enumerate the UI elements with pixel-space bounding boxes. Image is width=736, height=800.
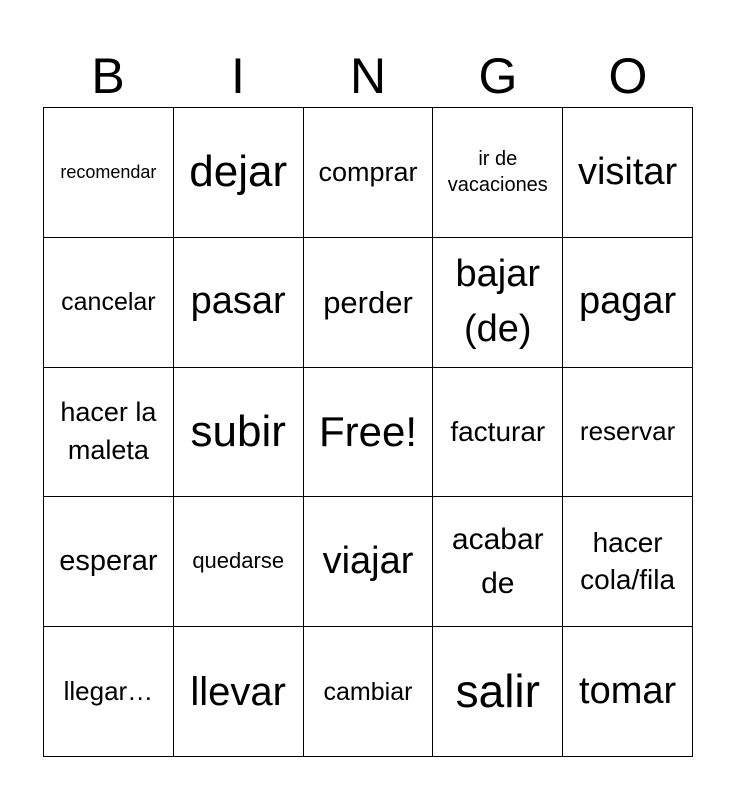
bingo-cell[interactable] (44, 108, 174, 238)
cell-text: pagar (578, 280, 677, 323)
header-letter-o: O (608, 48, 648, 104)
bingo-cell[interactable] (44, 368, 174, 498)
cell-text: hacer la maleta (60, 397, 157, 465)
cell-text: facturar (450, 416, 546, 448)
bingo-cell[interactable] (174, 108, 304, 238)
bingo-cell[interactable] (44, 497, 174, 627)
cell-text: esperar (59, 545, 158, 578)
header-letter-b: B (91, 48, 125, 104)
bingo-cell[interactable] (174, 497, 304, 627)
bingo-cell[interactable] (304, 497, 434, 627)
bingo-card-grid (43, 107, 693, 757)
cell-text: perder (323, 284, 413, 320)
bingo-cell[interactable] (563, 627, 693, 757)
cell-text: bajar (de) (455, 253, 541, 351)
header-letter-g: G (478, 48, 518, 104)
cell-text: salir (455, 665, 540, 718)
bingo-cell[interactable] (563, 108, 693, 238)
bingo-cell[interactable] (304, 368, 434, 498)
bingo-cell[interactable] (304, 108, 434, 238)
cell-text: llegar… (63, 676, 154, 706)
cell-text: hacer cola/fila (580, 527, 676, 595)
cell-text: tomar (579, 669, 677, 712)
cell-text: quedarse (192, 548, 285, 574)
bingo-cell[interactable] (174, 238, 304, 368)
bingo-cell[interactable] (304, 627, 434, 757)
cell-text: cancelar (61, 288, 156, 317)
bingo-cell[interactable] (44, 238, 174, 368)
cell-text: Free! (318, 407, 417, 455)
bingo-cell[interactable] (433, 497, 563, 627)
cell-text: viajar (322, 539, 414, 582)
bingo-cell[interactable] (174, 627, 304, 757)
cell-text: ir de vacaciones (447, 148, 548, 197)
bingo-cell[interactable] (433, 108, 563, 238)
cell-text: subir (190, 406, 286, 456)
bingo-cell[interactable] (304, 238, 434, 368)
bingo-cell[interactable] (174, 368, 304, 498)
cell-text: pasar (190, 280, 286, 323)
cell-text: comprar (318, 157, 418, 188)
cell-text: visitar (577, 150, 678, 193)
cell-text: recomendar (60, 162, 157, 183)
bingo-cell[interactable] (44, 627, 174, 757)
cell-text: dejar (189, 147, 288, 197)
bingo-cell[interactable] (433, 368, 563, 498)
cell-text: acabar de (451, 523, 544, 600)
bingo-cell[interactable] (433, 238, 563, 368)
cell-text: llevar (190, 669, 286, 714)
cell-text: cambiar (323, 677, 413, 706)
bingo-cell[interactable] (563, 497, 693, 627)
bingo-cell[interactable] (433, 627, 563, 757)
bingo-cell[interactable] (563, 368, 693, 498)
bingo-cell[interactable] (563, 238, 693, 368)
cell-text: reservar (579, 416, 676, 447)
header-letter-n: N (349, 48, 387, 104)
bingo-header (43, 44, 693, 108)
header-letter-i: I (231, 48, 245, 104)
